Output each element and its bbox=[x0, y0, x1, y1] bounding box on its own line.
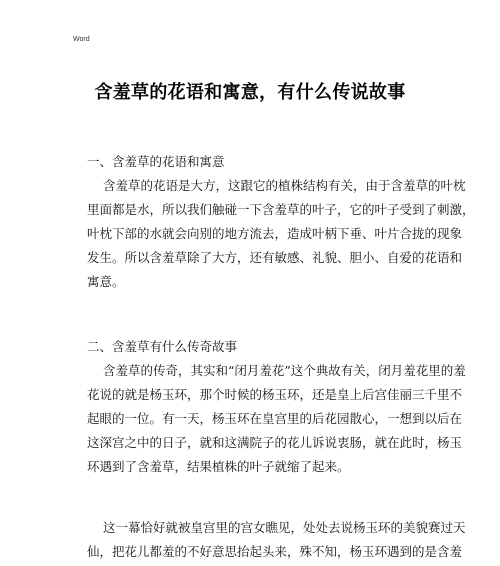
paragraph-line: 花说的就是杨玉环，那个时候的杨玉环，还是皇上后宫佳丽三千里不 bbox=[87, 387, 463, 402]
section-2-paragraph bbox=[87, 359, 466, 479]
paragraph-line: 含羞草的传奇，其实和“闭月羞花”这个典故有关，闭月羞花里的羞 bbox=[103, 363, 466, 378]
paragraph-3 bbox=[87, 516, 466, 564]
paragraph-line: 寓意。 bbox=[87, 274, 125, 289]
paragraph-line: 这一幕恰好就被皇宫里的宫女瞧见，处处去说杨玉环的美貌赛过天 bbox=[103, 520, 466, 535]
paragraph-line: 含羞草的花语是大方，这跟它的植株结构有关，由于含羞草的叶枕 bbox=[103, 178, 466, 193]
paragraph-line: 发生。所以含羞草除了大方，还有敏感、礼貌、胆小、自爱的花语和 bbox=[87, 250, 463, 265]
paragraph-line: 叶枕下部的水就会向别的地方流去，造成叶柄下垂、叶片合拢的现象 bbox=[87, 226, 463, 241]
document-title: 含羞草的花语和寓意，有什么传说故事 bbox=[94, 82, 406, 103]
paragraph-line: 环遇到了含羞草，结果植株的叶子就缩了起来。 bbox=[87, 459, 350, 474]
paragraph-line: 仙，把花儿都羞的不好意思抬起头来，殊不知，杨玉环遇到的是含羞 bbox=[87, 544, 463, 559]
paragraph-line: 起眼的一位。有一天，杨玉环在皇宫里的后花园散心，一想到以后在 bbox=[87, 411, 463, 426]
section-heading-2: 二、含羞草有什么传奇故事 bbox=[87, 339, 238, 354]
section-1-paragraph bbox=[87, 174, 475, 294]
app-label: Word bbox=[73, 36, 90, 43]
paragraph-line: 里面都是水，所以我们触碰一下含羞草的叶子，它的叶子受到了刺激， bbox=[87, 202, 475, 217]
paragraph-line: 这深宫之中的日子，就和这满院子的花儿诉说衷肠，就在此时，杨玉 bbox=[87, 435, 463, 450]
section-heading-1: 一、含羞草的花语和寓意 bbox=[87, 154, 225, 169]
